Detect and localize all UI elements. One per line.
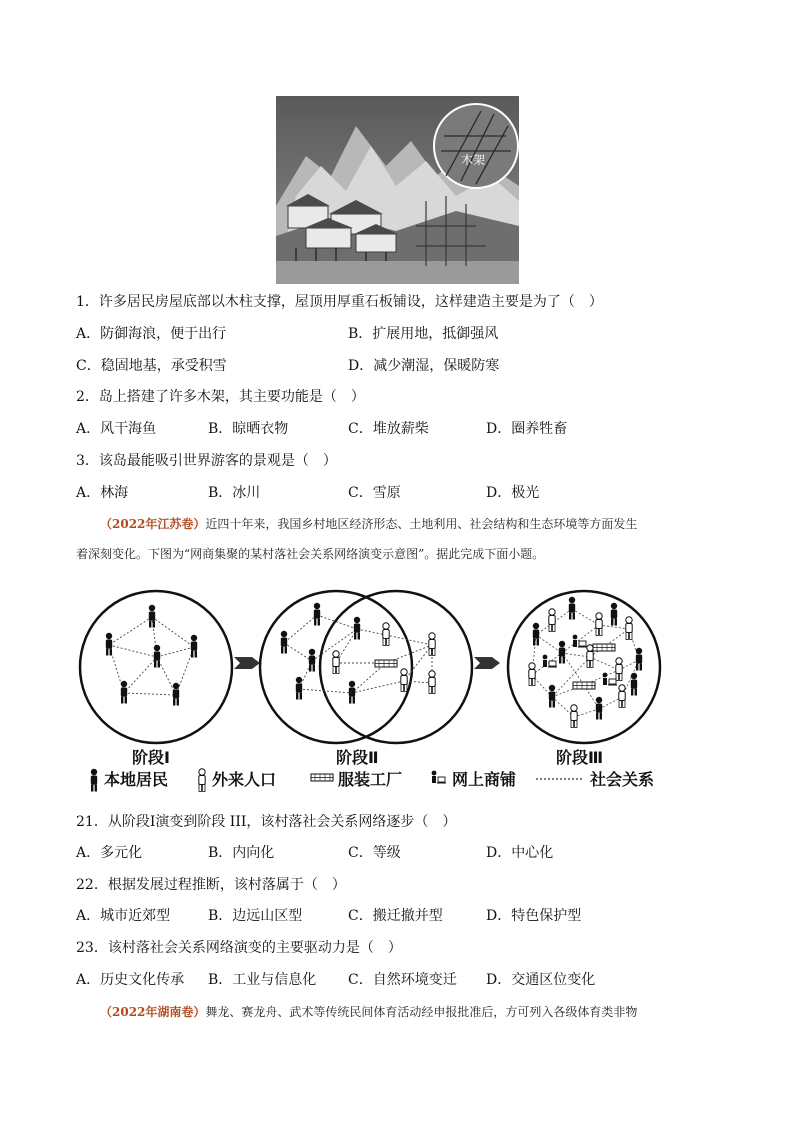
q2-option-c[interactable]: C．堆放薪柴 (348, 421, 429, 437)
legend-relation: 社会关系 (590, 770, 655, 789)
q2-option-b[interactable]: B．晾晒衣物 (208, 421, 289, 437)
q22-option-a[interactable]: A．城市近郊型 (76, 908, 171, 924)
legend-shop: 网上商铺 (452, 770, 517, 789)
question-22-stem: 22．根据发展过程推断，该村落属于（ ） (76, 877, 346, 893)
q3-option-b[interactable]: B．冰川 (208, 485, 261, 501)
q22-option-c[interactable]: C．搬迁撤并型 (348, 908, 443, 924)
q22-option-d[interactable]: D．特色保护型 (486, 908, 582, 924)
q2-option-d[interactable]: D．圈养牲畜 (486, 421, 568, 437)
intro-1-source: （2022年江苏卷） (100, 517, 206, 531)
q23-option-a[interactable]: A．历史文化传承 (76, 972, 185, 988)
q21-option-b[interactable]: B．内向化 (208, 845, 275, 861)
q1-option-a[interactable]: A．防御海浪，便于出行 (76, 326, 227, 342)
island-photo (276, 96, 519, 284)
arrow-icon (234, 657, 260, 669)
q22-option-b[interactable]: B．边远山区型 (208, 908, 303, 924)
intro-2-line1: 舞龙、赛龙舟、武术等传统民间体育活动经申报批准后，方可列入各级体育类非物 (205, 1005, 638, 1019)
stage-2-label: 阶段Ⅱ (336, 748, 379, 767)
stage-1-label: 阶段Ⅰ (132, 748, 170, 767)
question-1-stem: 1．许多居民房屋底部以木柱支撑，屋顶用厚重石板铺设，这样建造主要是为了（ ） (76, 294, 603, 310)
legend-factory: 服装工厂 (338, 770, 403, 789)
q3-option-c[interactable]: C．雪原 (348, 485, 401, 501)
q1-option-b[interactable]: B．扩展用地，抵御强风 (348, 326, 499, 342)
intro-1-line2: 着深刻变化。下图为“网商集聚的某村落社会关系网络演变示意图”。据此完成下面小题。 (76, 547, 545, 561)
arrow-icon (474, 657, 500, 669)
q2-option-a[interactable]: A．风干海鱼 (76, 421, 157, 437)
intro-2-source: （2022年湖南卷） (100, 1005, 206, 1019)
question-3-stem: 3．该岛最能吸引世界游客的景观是（ ） (76, 453, 337, 469)
intro-paragraph-1 (100, 514, 637, 534)
question-23-stem: 23．该村落社会关系网络演变的主要驱动力是（ ） (76, 940, 402, 956)
q3-option-d[interactable]: D．极光 (486, 485, 540, 501)
q3-option-a[interactable]: A．林海 (76, 485, 129, 501)
q23-option-d[interactable]: D．交通区位变化 (486, 972, 596, 988)
intro-paragraph-2 (100, 1002, 637, 1022)
legend-migrant: 外来人口 (212, 770, 277, 789)
q21-option-c[interactable]: C．等级 (348, 845, 401, 861)
q1-option-d[interactable]: D．减少潮湿，保暖防寒 (348, 358, 500, 374)
intro-1-line1: 近四十年来，我国乡村地区经济形态、土地利用、社会结构和生态环境等方面发生 (205, 517, 638, 531)
q21-option-a[interactable]: A．多元化 (76, 845, 143, 861)
q1-option-c[interactable]: C．稳固地基，承受积雪 (76, 358, 227, 374)
legend (91, 769, 654, 792)
photo-label: 木架 (461, 153, 486, 167)
network-diagram (74, 585, 694, 795)
q23-option-b[interactable]: B．工业与信息化 (208, 972, 317, 988)
question-21-stem: 21．从阶段Ⅰ演变到阶段 III，该村落社会关系网络逐步（ ） (76, 814, 457, 830)
question-2-stem: 2．岛上搭建了许多木架，其主要功能是（ ） (76, 389, 365, 405)
q23-option-c[interactable]: C．自然环境变迁 (348, 972, 457, 988)
stage-3-label: 阶段Ⅲ (556, 748, 604, 767)
q21-option-d[interactable]: D．中心化 (486, 845, 554, 861)
legend-local: 本地居民 (104, 770, 169, 789)
